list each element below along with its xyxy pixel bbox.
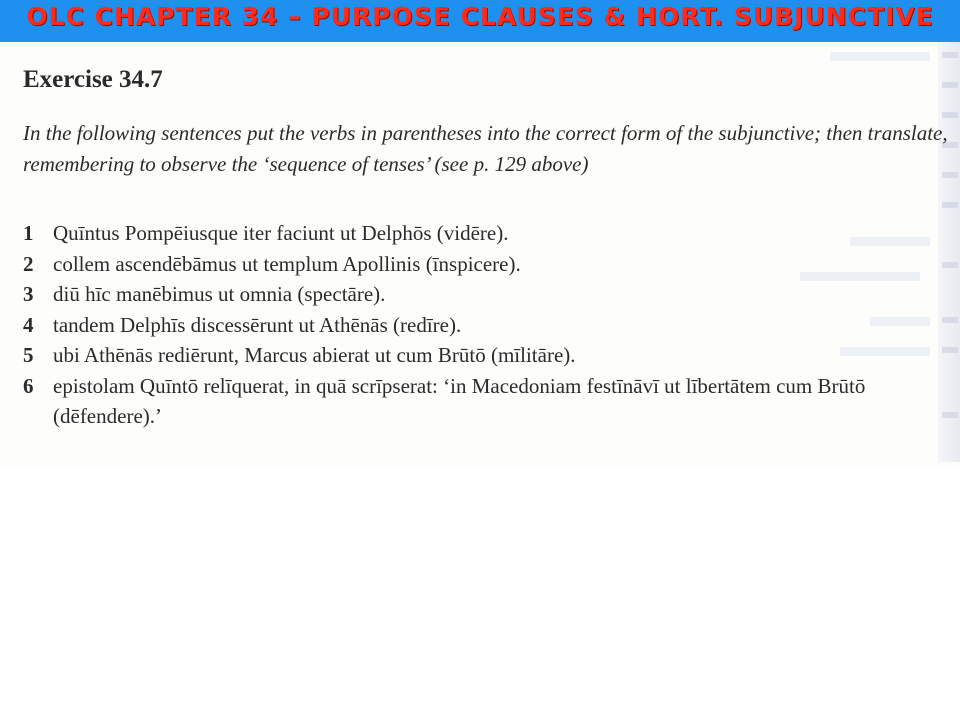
scanned-page: [0, 42, 960, 467]
slide-title: OLC CHAPTER 34 – PURPOSE CLAUSES & HORT. SUBJUNCTIVE: [26, 2, 934, 31]
item-text: tandem Delphīs discessērunt ut Athēnās (redīre).: [53, 312, 462, 337]
item-text: epistolam Quīntō relīquerat, in quā scrīpserat: ‘in Macedoniam festīnāvī ut lībertātem cum Brūtō (dēfendere).’: [53, 373, 866, 428]
exercise-heading: Exercise 34.7: [23, 66, 163, 93]
list-item: [23, 340, 923, 371]
item-number: 3: [23, 282, 34, 306]
exercise-instructions: In the following sentences put the verbs in parentheses into the correct form of the subjunctive; then translate, remembering to observe the ‘sequence of tenses’ (see p. 129 above): [23, 121, 948, 176]
list-item: [23, 218, 923, 249]
list-item: [23, 279, 923, 310]
item-text: diū hīc manēbimus ut omnia (spectāre).: [53, 282, 386, 306]
list-item: [23, 249, 923, 280]
item-text: ubi Athēnās rediērunt, Marcus abierat ut cum Brūtō (mīlitāre).: [53, 343, 576, 367]
item-number: 2: [23, 251, 34, 276]
item-text: Quīntus Pompēiusque iter faciunt ut Delphōs (vidēre).: [53, 221, 509, 245]
page-edge-bleedthrough: [938, 42, 960, 462]
list-item: [23, 371, 923, 432]
item-number: 5: [23, 343, 34, 367]
item-number: 1: [23, 221, 34, 245]
exercise-list: [23, 218, 923, 432]
item-number: 6: [23, 373, 34, 398]
item-text: collem ascendēbāmus ut templum Apollinis (īnspicere).: [53, 251, 521, 276]
item-number: 4: [23, 312, 34, 337]
list-item: [23, 310, 923, 341]
